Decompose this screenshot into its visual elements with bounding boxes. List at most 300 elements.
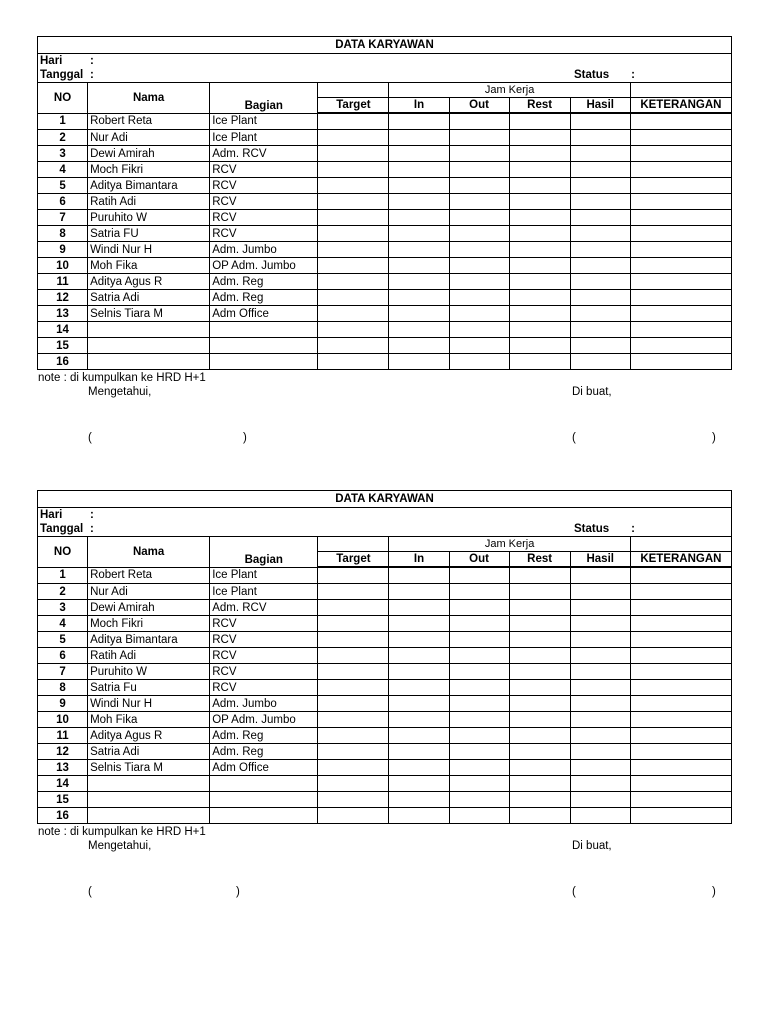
table-row: [38, 808, 732, 824]
row-hasil: [570, 744, 630, 760]
row-out: [449, 632, 509, 648]
header-nama: Nama: [88, 537, 210, 568]
header-no: NO: [38, 83, 88, 114]
row-rest: [509, 600, 570, 616]
table-row: [38, 616, 732, 632]
made-by-label: Di buat,: [572, 840, 612, 852]
row-hasil: [570, 146, 630, 162]
row-nama: Moch Fikri: [88, 162, 210, 178]
employee-table-block: [37, 36, 732, 370]
row-in: [389, 696, 449, 712]
row-nama: Satria Adi: [88, 290, 210, 306]
row-bagian: RCV: [210, 226, 318, 242]
row-target: [318, 792, 389, 808]
header-target-top: [318, 537, 389, 552]
header-nama: Nama: [88, 83, 210, 114]
row-no: 8: [38, 680, 88, 696]
table-row: [38, 178, 732, 194]
note-text: note : di kumpulkan ke HRD H+1: [38, 372, 206, 384]
employee-form-2: [0, 490, 768, 930]
row-target: [318, 322, 389, 338]
signature-right-close: ): [712, 432, 716, 444]
row-nama: [88, 808, 210, 824]
employee-form-1: [0, 36, 768, 476]
row-hasil: [570, 808, 630, 824]
row-hasil: [570, 760, 630, 776]
row-target: [318, 584, 389, 600]
row-target: [318, 113, 389, 130]
row-in: [389, 648, 449, 664]
table-row: [38, 776, 732, 792]
header-hasil: Hasil: [570, 98, 630, 114]
row-bagian: Adm. Reg: [210, 274, 318, 290]
row-keterangan: [630, 792, 731, 808]
acknowledged-label: Mengetahui,: [88, 386, 152, 398]
row-out: [449, 290, 509, 306]
row-out: [449, 178, 509, 194]
header-in: In: [389, 552, 449, 568]
table-row: [38, 567, 732, 584]
row-no: 11: [38, 274, 88, 290]
row-nama: Nur Adi: [88, 584, 210, 600]
row-bagian: Adm. Jumbo: [210, 696, 318, 712]
row-nama: [88, 354, 210, 370]
row-hasil: [570, 792, 630, 808]
row-bagian: RCV: [210, 680, 318, 696]
row-target: [318, 776, 389, 792]
row-nama: [88, 322, 210, 338]
row-nama: Windi Nur H: [88, 696, 210, 712]
row-no: 13: [38, 760, 88, 776]
acknowledged-label: Mengetahui,: [88, 840, 152, 852]
row-hasil: [570, 728, 630, 744]
header-target: Target: [318, 552, 389, 568]
row-rest: [509, 226, 570, 242]
row-in: [389, 760, 449, 776]
row-out: [449, 322, 509, 338]
row-no: 10: [38, 258, 88, 274]
made-by-label: Di buat,: [572, 386, 612, 398]
signature-right-open: (: [572, 432, 576, 444]
row-hasil: [570, 600, 630, 616]
row-bagian: Adm. Reg: [210, 744, 318, 760]
row-bagian: RCV: [210, 162, 318, 178]
row-in: [389, 354, 449, 370]
row-in: [389, 210, 449, 226]
table-row: [38, 712, 732, 728]
row-in: [389, 616, 449, 632]
row-target: [318, 600, 389, 616]
header-rest: Rest: [509, 552, 570, 568]
table-row: [38, 600, 732, 616]
signature-left-open: (: [88, 886, 92, 898]
header-rest: Rest: [509, 98, 570, 114]
row-target: [318, 354, 389, 370]
row-in: [389, 712, 449, 728]
row-hasil: [570, 178, 630, 194]
row-nama: [88, 792, 210, 808]
row-out: [449, 258, 509, 274]
row-no: 11: [38, 728, 88, 744]
row-in: [389, 290, 449, 306]
table-row: [38, 210, 732, 226]
row-rest: [509, 664, 570, 680]
row-nama: Moh Fika: [88, 712, 210, 728]
employee-rows: [38, 113, 732, 370]
row-bagian: [210, 338, 318, 354]
row-bagian: RCV: [210, 648, 318, 664]
row-nama: Puruhito W: [88, 664, 210, 680]
row-target: [318, 258, 389, 274]
row-bagian: RCV: [210, 616, 318, 632]
row-keterangan: [630, 226, 731, 242]
row-nama: Dewi Amirah: [88, 146, 210, 162]
row-hasil: [570, 648, 630, 664]
row-no: 9: [38, 242, 88, 258]
table-row: [38, 664, 732, 680]
row-rest: [509, 306, 570, 322]
row-no: 14: [38, 322, 88, 338]
table-row: [38, 584, 732, 600]
row-nama: Dewi Amirah: [88, 600, 210, 616]
row-out: [449, 162, 509, 178]
row-nama: Selnis Tiara M: [88, 306, 210, 322]
row-keterangan: [630, 616, 731, 632]
table-row: [38, 728, 732, 744]
row-nama: Windi Nur H: [88, 242, 210, 258]
row-hasil: [570, 113, 630, 130]
row-no: 7: [38, 210, 88, 226]
row-nama: Ratih Adi: [88, 194, 210, 210]
row-bagian: [210, 776, 318, 792]
row-out: [449, 242, 509, 258]
table-row: [38, 274, 732, 290]
row-hasil: [570, 712, 630, 728]
row-rest: [509, 130, 570, 146]
header-target-top: [318, 83, 389, 98]
row-rest: [509, 162, 570, 178]
row-out: [449, 584, 509, 600]
header-bagian: Bagian: [210, 83, 318, 114]
row-in: [389, 322, 449, 338]
row-no: 9: [38, 696, 88, 712]
row-hasil: [570, 226, 630, 242]
row-in: [389, 306, 449, 322]
row-out: [449, 760, 509, 776]
row-bagian: Adm Office: [210, 760, 318, 776]
row-rest: [509, 728, 570, 744]
row-rest: [509, 354, 570, 370]
row-bagian: OP Adm. Jumbo: [210, 712, 318, 728]
row-nama: Satria FU: [88, 226, 210, 242]
row-target: [318, 290, 389, 306]
row-out: [449, 728, 509, 744]
row-keterangan: [630, 130, 731, 146]
row-no: 8: [38, 226, 88, 242]
row-in: [389, 146, 449, 162]
row-hasil: [570, 242, 630, 258]
row-keterangan: [630, 338, 731, 354]
row-keterangan: [630, 322, 731, 338]
header-hasil: Hasil: [570, 552, 630, 568]
row-no: 5: [38, 632, 88, 648]
employee-table: [37, 36, 732, 370]
row-keterangan: [630, 242, 731, 258]
row-keterangan: [630, 290, 731, 306]
row-target: [318, 728, 389, 744]
row-rest: [509, 322, 570, 338]
row-in: [389, 258, 449, 274]
row-out: [449, 338, 509, 354]
header-bagian: Bagian: [210, 537, 318, 568]
row-hasil: [570, 354, 630, 370]
signature-right-open: (: [572, 886, 576, 898]
row-no: 3: [38, 600, 88, 616]
row-bagian: Ice Plant: [210, 584, 318, 600]
row-in: [389, 226, 449, 242]
row-in: [389, 338, 449, 354]
row-hasil: [570, 338, 630, 354]
table-row: [38, 146, 732, 162]
row-target: [318, 680, 389, 696]
row-bagian: OP Adm. Jumbo: [210, 258, 318, 274]
row-no: 4: [38, 162, 88, 178]
row-nama: Satria Adi: [88, 744, 210, 760]
employee-table: [37, 490, 732, 824]
row-out: [449, 274, 509, 290]
hari-line: [38, 54, 732, 69]
row-in: [389, 728, 449, 744]
row-no: 6: [38, 194, 88, 210]
table-row: [38, 194, 732, 210]
row-keterangan: [630, 712, 731, 728]
row-in: [389, 194, 449, 210]
row-bagian: Ice Plant: [210, 113, 318, 130]
row-keterangan: [630, 584, 731, 600]
hari-label: Hari: [40, 55, 63, 67]
row-nama: Aditya Bimantara: [88, 178, 210, 194]
status-label: Status: [574, 69, 610, 81]
row-in: [389, 113, 449, 130]
row-nama: [88, 776, 210, 792]
row-rest: [509, 712, 570, 728]
row-rest: [509, 680, 570, 696]
signature-left-close: ): [243, 432, 247, 444]
row-rest: [509, 760, 570, 776]
row-rest: [509, 178, 570, 194]
row-keterangan: [630, 728, 731, 744]
row-keterangan: [630, 696, 731, 712]
header-keterangan-top: [630, 537, 731, 552]
tanggal-colon: :: [90, 69, 94, 81]
tanggal-label: Tanggal: [40, 69, 84, 81]
row-hasil: [570, 322, 630, 338]
row-rest: [509, 584, 570, 600]
row-out: [449, 712, 509, 728]
row-bagian: [210, 808, 318, 824]
row-in: [389, 808, 449, 824]
row-bagian: RCV: [210, 210, 318, 226]
row-nama: Robert Reta: [88, 113, 210, 130]
row-in: [389, 776, 449, 792]
row-out: [449, 776, 509, 792]
row-target: [318, 744, 389, 760]
row-nama: Satria Fu: [88, 680, 210, 696]
row-nama: Nur Adi: [88, 130, 210, 146]
hari-colon: :: [90, 55, 94, 67]
table-row: [38, 680, 732, 696]
tanggal-colon: :: [90, 523, 94, 535]
header-keterangan: KETERANGAN: [630, 98, 731, 114]
row-keterangan: [630, 744, 731, 760]
row-rest: [509, 258, 570, 274]
table-row: [38, 354, 732, 370]
row-hasil: [570, 274, 630, 290]
row-hasil: [570, 258, 630, 274]
row-in: [389, 680, 449, 696]
row-no: 15: [38, 338, 88, 354]
row-keterangan: [630, 600, 731, 616]
row-rest: [509, 113, 570, 130]
row-keterangan: [630, 113, 731, 130]
row-out: [449, 808, 509, 824]
row-keterangan: [630, 162, 731, 178]
row-bagian: Adm. Jumbo: [210, 242, 318, 258]
row-rest: [509, 194, 570, 210]
form-title: DATA KARYAWAN: [38, 37, 732, 54]
row-keterangan: [630, 210, 731, 226]
row-rest: [509, 616, 570, 632]
row-keterangan: [630, 178, 731, 194]
row-hasil: [570, 680, 630, 696]
row-bagian: RCV: [210, 632, 318, 648]
signature-left-close: ): [236, 886, 240, 898]
row-no: 14: [38, 776, 88, 792]
row-bagian: Adm. RCV: [210, 600, 318, 616]
header-jam-kerja: Jam Kerja: [389, 83, 630, 98]
header-out: Out: [449, 98, 509, 114]
row-rest: [509, 567, 570, 584]
row-rest: [509, 146, 570, 162]
row-out: [449, 664, 509, 680]
row-nama: Ratih Adi: [88, 648, 210, 664]
table-row: [38, 306, 732, 322]
row-keterangan: [630, 680, 731, 696]
row-target: [318, 194, 389, 210]
row-target: [318, 616, 389, 632]
row-keterangan: [630, 146, 731, 162]
row-no: 10: [38, 712, 88, 728]
status-label: Status: [574, 523, 610, 535]
row-bagian: Adm. RCV: [210, 146, 318, 162]
employee-rows: [38, 567, 732, 824]
row-keterangan: [630, 648, 731, 664]
header-target: Target: [318, 98, 389, 114]
row-keterangan: [630, 808, 731, 824]
row-out: [449, 210, 509, 226]
row-in: [389, 274, 449, 290]
row-bagian: RCV: [210, 194, 318, 210]
row-keterangan: [630, 664, 731, 680]
row-target: [318, 808, 389, 824]
row-in: [389, 792, 449, 808]
row-no: 3: [38, 146, 88, 162]
row-rest: [509, 648, 570, 664]
row-no: 13: [38, 306, 88, 322]
row-in: [389, 178, 449, 194]
table-row: [38, 744, 732, 760]
row-keterangan: [630, 306, 731, 322]
row-hasil: [570, 162, 630, 178]
row-target: [318, 130, 389, 146]
status-field: [574, 68, 635, 82]
row-target: [318, 664, 389, 680]
row-hasil: [570, 616, 630, 632]
table-row: [38, 760, 732, 776]
row-no: 1: [38, 567, 88, 584]
row-out: [449, 113, 509, 130]
row-no: 16: [38, 354, 88, 370]
row-target: [318, 696, 389, 712]
row-target: [318, 274, 389, 290]
row-out: [449, 696, 509, 712]
tanggal-line: [38, 68, 732, 83]
table-row: [38, 696, 732, 712]
header-no: NO: [38, 537, 88, 568]
row-bagian: [210, 792, 318, 808]
row-bagian: RCV: [210, 178, 318, 194]
table-row: [38, 130, 732, 146]
status-field: [574, 522, 635, 536]
row-keterangan: [630, 258, 731, 274]
hari-line: [38, 508, 732, 523]
row-out: [449, 792, 509, 808]
row-target: [318, 306, 389, 322]
row-out: [449, 194, 509, 210]
row-target: [318, 760, 389, 776]
row-keterangan: [630, 760, 731, 776]
table-row: [38, 226, 732, 242]
row-no: 2: [38, 584, 88, 600]
row-no: 12: [38, 744, 88, 760]
table-row: [38, 113, 732, 130]
table-row: [38, 242, 732, 258]
row-hasil: [570, 776, 630, 792]
row-nama: Aditya Agus R: [88, 728, 210, 744]
signature-left-open: (: [88, 432, 92, 444]
header-out: Out: [449, 552, 509, 568]
row-in: [389, 162, 449, 178]
row-hasil: [570, 632, 630, 648]
row-out: [449, 354, 509, 370]
signature-right-close: ): [712, 886, 716, 898]
row-keterangan: [630, 632, 731, 648]
row-rest: [509, 290, 570, 306]
row-target: [318, 226, 389, 242]
hari-colon: :: [90, 509, 94, 521]
hari-label: Hari: [40, 509, 63, 521]
row-no: 1: [38, 113, 88, 130]
table-row: [38, 648, 732, 664]
row-no: 12: [38, 290, 88, 306]
row-keterangan: [630, 567, 731, 584]
row-target: [318, 178, 389, 194]
row-target: [318, 712, 389, 728]
row-nama: Selnis Tiara M: [88, 760, 210, 776]
row-target: [318, 242, 389, 258]
row-bagian: [210, 322, 318, 338]
row-no: 5: [38, 178, 88, 194]
